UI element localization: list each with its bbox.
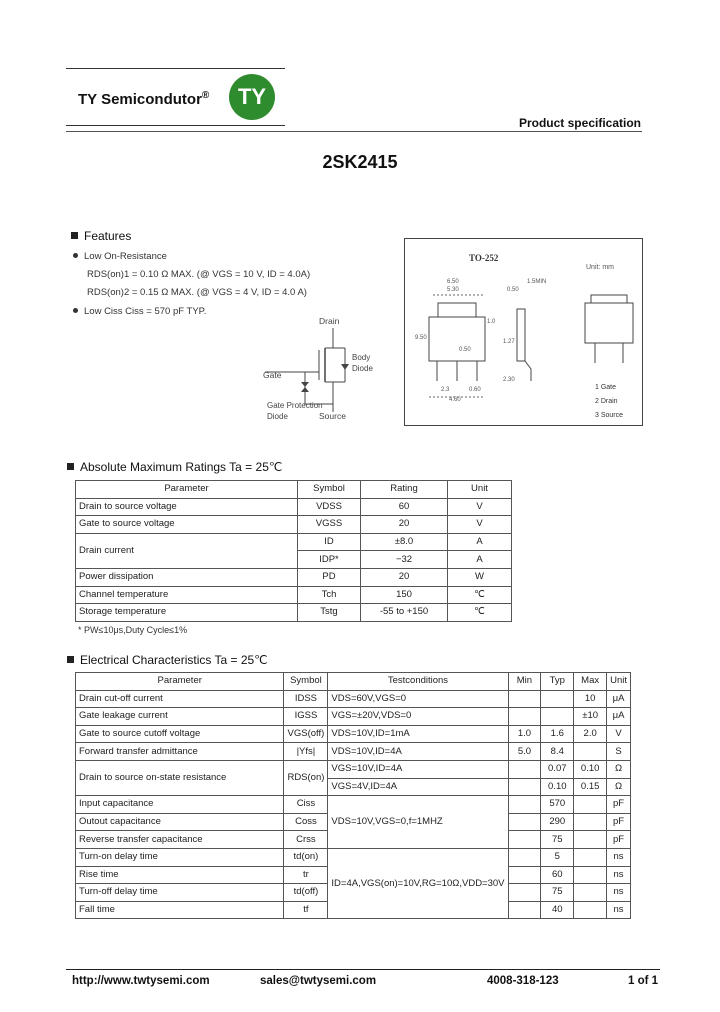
table-cell: IDP* <box>298 551 361 569</box>
table-row <box>76 743 631 761</box>
table-cell: 2.0 <box>574 725 607 743</box>
table-cell <box>574 848 607 866</box>
table-cell: Channel temperature <box>76 586 298 604</box>
mosfet-circuit-diagram <box>255 312 395 424</box>
package-dim: 9.50 <box>415 335 427 341</box>
table-row <box>76 690 631 708</box>
table-cell: 150 <box>361 586 448 604</box>
table-cell: V <box>607 725 631 743</box>
table-cell: Tch <box>298 586 361 604</box>
table-cell <box>574 884 607 902</box>
ty-logo: TY <box>229 74 275 120</box>
table-cell: 20 <box>361 568 448 586</box>
table-row <box>76 848 631 866</box>
table-cell: Coss <box>284 813 328 831</box>
table-cell: ±8.0 <box>361 533 448 551</box>
table-cell <box>508 796 541 814</box>
column-header: Symbol <box>298 481 361 499</box>
table-cell: PD <box>298 568 361 586</box>
table-cell <box>508 901 541 919</box>
table-cell: S <box>607 743 631 761</box>
phone-number: 4008-318-123 <box>487 975 559 987</box>
table-cell: Outout capacitance <box>76 813 284 831</box>
table-cell: Forward transfer admittance <box>76 743 284 761</box>
table-cell: Drain current <box>76 533 298 568</box>
table-cell <box>574 743 607 761</box>
table-cell <box>541 708 574 726</box>
column-header: Symbol <box>284 673 328 691</box>
table-cell <box>508 848 541 866</box>
table-cell: Drain cut-off current <box>76 690 284 708</box>
abs-max-heading: Absolute Maximum Ratings Ta = 25℃ <box>67 460 282 474</box>
table-cell: Ω <box>607 778 631 796</box>
table-cell <box>574 866 607 884</box>
header-bottom-rule <box>66 125 285 126</box>
column-header: Parameter <box>76 673 284 691</box>
table-cell <box>508 866 541 884</box>
package-dim: 0.60 <box>469 387 481 393</box>
table-cell: ±10 <box>574 708 607 726</box>
pin-label: 1 Gate <box>595 384 617 391</box>
table-cell: ID <box>298 533 361 551</box>
table-row <box>76 604 512 622</box>
table-cell: 0.15 <box>574 778 607 796</box>
package-drawing <box>404 238 643 426</box>
table-row <box>76 708 631 726</box>
table-cell: VDS=10V,ID=1mA <box>328 725 508 743</box>
table-cell: ns <box>607 848 631 866</box>
brand-name: TY Semicondutor® <box>78 90 210 108</box>
table-cell: Drain to source voltage <box>76 498 298 516</box>
column-header: Max <box>574 673 607 691</box>
table-cell: Ω <box>607 760 631 778</box>
column-header: Unit <box>448 481 512 499</box>
table-cell: |Yfs| <box>284 743 328 761</box>
body-diode-label: Body <box>352 353 371 362</box>
table-cell: pF <box>607 796 631 814</box>
table-cell: pF <box>607 813 631 831</box>
table-cell: 60 <box>541 866 574 884</box>
table-cell: Gate to source voltage <box>76 516 298 534</box>
table-cell: μA <box>607 708 631 726</box>
table-cell: VGS=±20V,VDS=0 <box>328 708 508 726</box>
table-cell: ℃ <box>448 604 512 622</box>
table-cell: 40 <box>541 901 574 919</box>
table-cell: Reverse transfer capacitance <box>76 831 284 849</box>
table-row <box>76 498 512 516</box>
table-cell: V <box>448 516 512 534</box>
table-cell: 290 <box>541 813 574 831</box>
gate-protection-label: Diode <box>267 412 288 421</box>
table-header-row <box>76 673 631 691</box>
table-cell: pF <box>607 831 631 849</box>
table-cell: 60 <box>361 498 448 516</box>
package-dim: 2.3 <box>441 387 450 393</box>
column-header: Min <box>508 673 541 691</box>
package-dim: 6.50 <box>447 279 459 285</box>
table-cell: td(off) <box>284 884 328 902</box>
table-cell <box>508 690 541 708</box>
table-cell <box>508 813 541 831</box>
package-dim: 1.27 <box>503 339 515 345</box>
table-cell: 0.07 <box>541 760 574 778</box>
table-cell: VDS=60V,VGS=0 <box>328 690 508 708</box>
table-cell: VDS=10V,VGS=0,f=1MHZ <box>328 796 508 849</box>
elec-table <box>75 672 631 919</box>
table-cell <box>508 760 541 778</box>
table-cell: VDSS <box>298 498 361 516</box>
table-cell: Turn-on delay time <box>76 848 284 866</box>
table-cell: 8.4 <box>541 743 574 761</box>
website-link[interactable]: http://www.twtysemi.com <box>72 975 210 987</box>
package-name: TO-252 <box>469 253 499 263</box>
table-cell: 1.0 <box>508 725 541 743</box>
package-dim: 0.50 <box>507 287 519 293</box>
table-cell: VGS(off) <box>284 725 328 743</box>
package-dim: 2.30 <box>503 377 515 383</box>
table-cell: Drain to source on-state resistance <box>76 760 284 795</box>
table-cell: Power dissipation <box>76 568 298 586</box>
abs-max-table <box>75 480 512 622</box>
table-cell: Gate leakage current <box>76 708 284 726</box>
table-row <box>76 725 631 743</box>
table-cell: Storage temperature <box>76 604 298 622</box>
table-cell <box>574 831 607 849</box>
body-diode-label: Diode <box>352 364 373 373</box>
table-cell: A <box>448 533 512 551</box>
header-right-rule <box>66 131 642 132</box>
table-cell: A <box>448 551 512 569</box>
abs-max-footnote: * PW≤10μs,Duty Cycle≤1% <box>78 625 188 635</box>
table-cell: VGSS <box>298 516 361 534</box>
table-cell <box>508 884 541 902</box>
package-dim: 4.60 <box>449 397 461 403</box>
table-cell: VGS=4V,ID=4A <box>328 778 508 796</box>
features-heading: Features <box>71 229 131 243</box>
table-cell: 75 <box>541 884 574 902</box>
table-cell: Input capacitance <box>76 796 284 814</box>
table-cell: RDS(on) <box>284 760 328 795</box>
table-cell: Fall time <box>76 901 284 919</box>
drain-label: Drain <box>319 316 340 326</box>
gate-label: Gate <box>263 370 282 380</box>
page-title: 2SK2415 <box>322 152 398 172</box>
table-row <box>76 516 512 534</box>
column-header: Testconditions <box>328 673 508 691</box>
table-cell: ℃ <box>448 586 512 604</box>
page-number: 1 of 1 <box>628 975 659 987</box>
table-cell: Turn-off delay time <box>76 884 284 902</box>
table-cell: -55 to +150 <box>361 604 448 622</box>
table-cell: Gate to source cutoff voltage <box>76 725 284 743</box>
table-cell: 0.10 <box>574 760 607 778</box>
table-cell: IGSS <box>284 708 328 726</box>
table-cell: 570 <box>541 796 574 814</box>
package-unit: Unit: mm <box>586 264 614 271</box>
column-header: Rating <box>361 481 448 499</box>
package-dim: 1.5MIN <box>527 279 547 285</box>
table-cell: Tstg <box>298 604 361 622</box>
table-cell: 5 <box>541 848 574 866</box>
table-cell: VGS=10V,ID=4A <box>328 760 508 778</box>
pin-label: 2 Drain <box>595 398 618 405</box>
table-row <box>76 796 631 814</box>
table-row <box>76 568 512 586</box>
package-dim: 1.0 <box>487 319 496 325</box>
elec-heading: Electrical Characteristics Ta = 25℃ <box>67 653 268 667</box>
feature-item: RDS(on)2 = 0.15 Ω MAX. (@ VGS = 4 V, ID = 4.0 A) <box>87 287 307 298</box>
table-cell <box>541 690 574 708</box>
email-link[interactable]: sales@twtysemi.com <box>260 975 377 987</box>
column-header: Unit <box>607 673 631 691</box>
product-specification-label: Product specification <box>518 116 641 130</box>
table-cell: 20 <box>361 516 448 534</box>
table-cell: −32 <box>361 551 448 569</box>
table-cell: 0.10 <box>541 778 574 796</box>
source-label: Source <box>319 411 346 421</box>
table-cell <box>574 796 607 814</box>
table-cell: 5.0 <box>508 743 541 761</box>
gate-protection-label: Gate Protection <box>267 401 323 410</box>
table-cell: td(on) <box>284 848 328 866</box>
table-row <box>76 760 631 778</box>
table-cell: IDSS <box>284 690 328 708</box>
header-top-rule <box>66 68 285 69</box>
feature-item: Low Ciss Ciss = 570 pF TYP. <box>73 306 206 317</box>
feature-item: Low On-Resistance <box>73 251 167 262</box>
column-header: Parameter <box>76 481 298 499</box>
table-cell: W <box>448 568 512 586</box>
table-cell: μA <box>607 690 631 708</box>
table-cell: ns <box>607 901 631 919</box>
table-cell: ns <box>607 884 631 902</box>
table-cell: tf <box>284 901 328 919</box>
table-cell <box>508 831 541 849</box>
table-cell: Rise time <box>76 866 284 884</box>
table-cell: Ciss <box>284 796 328 814</box>
table-cell: VDS=10V,ID=4A <box>328 743 508 761</box>
table-cell: tr <box>284 866 328 884</box>
table-cell: 10 <box>574 690 607 708</box>
package-dim: 5.30 <box>447 287 459 293</box>
table-cell <box>574 901 607 919</box>
table-cell: 1.6 <box>541 725 574 743</box>
table-cell: ns <box>607 866 631 884</box>
table-header-row <box>76 481 512 499</box>
package-dim: 0.50 <box>459 347 471 353</box>
table-cell: 75 <box>541 831 574 849</box>
table-cell: Crss <box>284 831 328 849</box>
table-cell: V <box>448 498 512 516</box>
table-row <box>76 586 512 604</box>
to252-outline <box>405 239 642 425</box>
table-cell: ID=4A,VGS(on)=10V,RG=10Ω,VDD=30V <box>328 848 508 918</box>
table-row <box>76 533 512 551</box>
table-cell <box>574 813 607 831</box>
table-cell <box>508 778 541 796</box>
feature-item: RDS(on)1 = 0.10 Ω MAX. (@ VGS = 10 V, ID = 4.0A) <box>87 269 311 280</box>
column-header: Typ <box>541 673 574 691</box>
footer-rule <box>66 969 660 970</box>
table-cell <box>508 708 541 726</box>
pin-label: 3 Source <box>595 412 624 419</box>
